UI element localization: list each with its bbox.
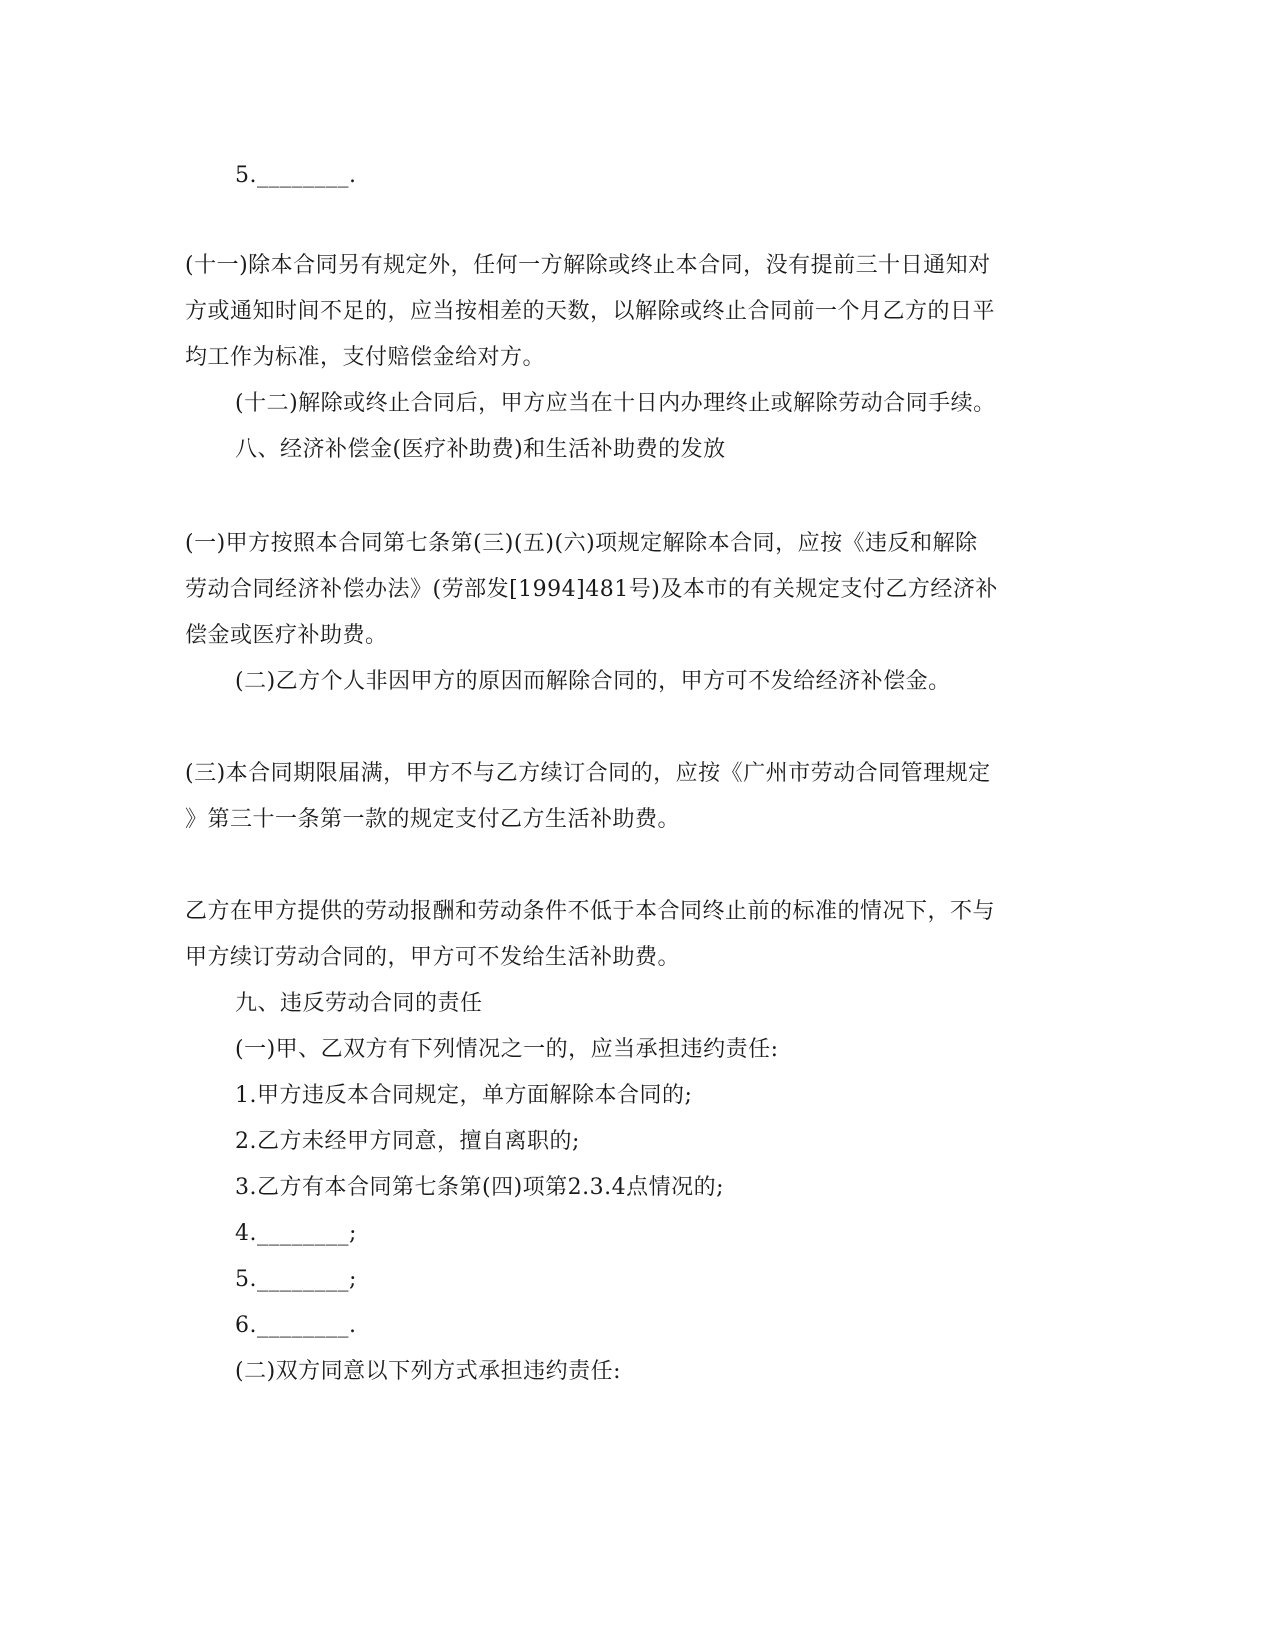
- text-line: 》第三十一条第一款的规定支付乙方生活补助费。: [185, 807, 681, 832]
- text-line: (十一)除本合同另有规定外，任何一方解除或终止本合同，没有提前三十日通知对: [185, 253, 991, 278]
- list-item: 3.乙方有本合同第七条第(四)项第2.3.4点情况的;: [235, 1175, 725, 1200]
- section-heading: 九、违反劳动合同的责任: [235, 991, 483, 1016]
- text-line: (二)乙方个人非因甲方的原因而解除合同的，甲方可不发给经济补偿金。: [235, 669, 951, 694]
- text-line: (十二)解除或终止合同后，甲方应当在十日内办理终止或解除劳动合同手续。: [235, 391, 996, 416]
- list-item: 2.乙方未经甲方同意，擅自离职的;: [235, 1129, 580, 1154]
- list-item: 5.________;: [235, 1267, 357, 1292]
- text-line: (一)甲方按照本合同第七条第(三)(五)(六)项规定解除本合同，应按《违反和解除: [185, 531, 978, 556]
- section-heading: 八、经济补偿金(医疗补助费)和生活补助费的发放: [235, 437, 726, 462]
- text-line: 偿金或医疗补助费。: [185, 623, 388, 648]
- text-line: 甲方续订劳动合同的，甲方可不发给生活补助费。: [185, 945, 681, 970]
- list-item: 4.________;: [235, 1221, 357, 1246]
- text-line: (一)甲、乙双方有下列情况之一的，应当承担违约责任:: [235, 1037, 779, 1062]
- list-item: 1.甲方违反本合同规定，单方面解除本合同的;: [235, 1083, 693, 1108]
- text-line: 乙方在甲方提供的劳动报酬和劳动条件不低于本合同终止前的标准的情况下，不与: [185, 899, 996, 924]
- list-item: 6.________.: [235, 1313, 357, 1338]
- text-line: 均工作为标准，支付赔偿金给对方。: [185, 345, 546, 370]
- text-line: 劳动合同经济补偿办法》(劳部发[1994]481号)及本市的有关规定支付乙方经济补: [185, 577, 998, 602]
- text-line: 方或通知时间不足的，应当按相差的天数，以解除或终止合同前一个月乙方的日平: [185, 299, 996, 324]
- text-line: (三)本合同期限届满，甲方不与乙方续订合同的，应按《广州市劳动合同管理规定: [185, 761, 991, 786]
- text-line: 5.________.: [235, 163, 357, 188]
- text-line: (二)双方同意以下列方式承担违约责任:: [235, 1359, 622, 1384]
